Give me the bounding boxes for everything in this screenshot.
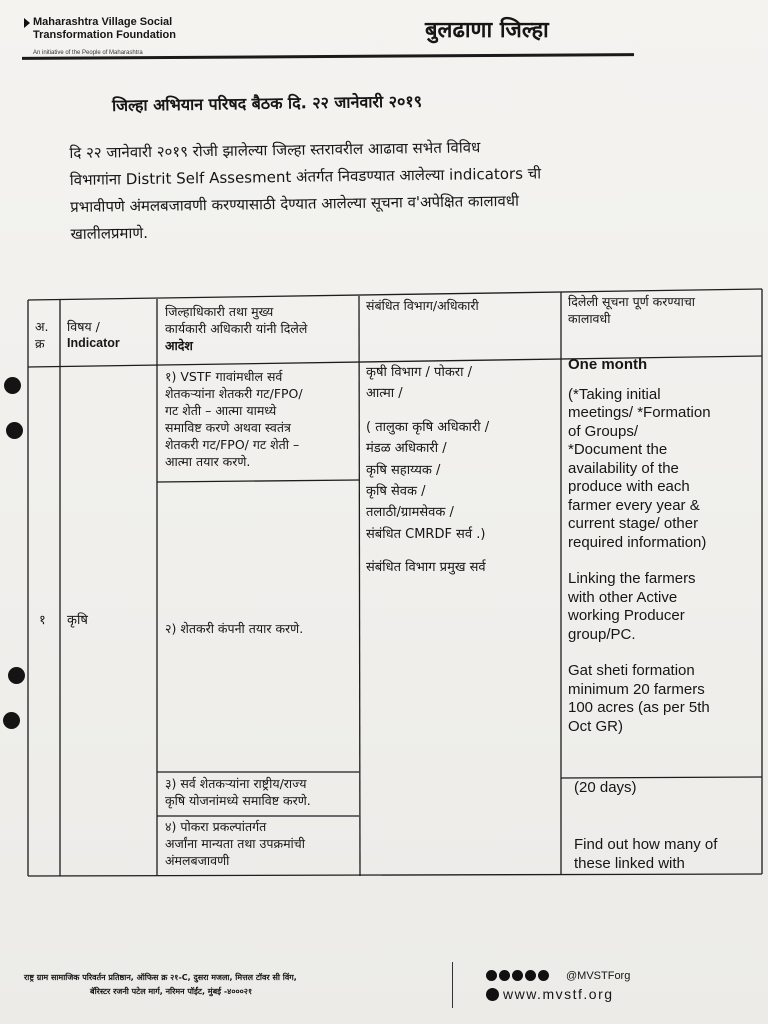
header-text: कार्यकारी अधिकारी यांनी दिलेले	[165, 321, 308, 336]
order-line: आत्मा तयार करणे.	[165, 454, 251, 469]
deadline-line: Oct GR)	[568, 717, 623, 735]
header-text: जिल्हाधिकारी तथा मुख्य	[165, 304, 274, 319]
order-line: ३) सर्व शेतकऱ्यांना राष्ट्रीय/राज्य	[165, 776, 307, 791]
order-line: समाविष्ट करणे अथवा स्वतंत्र	[165, 420, 291, 435]
row-serial-number: १	[39, 613, 46, 628]
document-title: जिल्हा अभियान परिषद बैठक दि. २२ जानेवारी २०१९	[111, 91, 423, 115]
department-line: कृषी विभाग / पोकरा /	[366, 365, 472, 380]
deadline-line: *Document the	[568, 441, 668, 458]
department-line: संबंधित विभाग प्रमुख सर्व	[366, 560, 486, 576]
deadline-line: Gat sheti formation	[568, 662, 695, 679]
youtube-icon[interactable]	[538, 970, 549, 981]
globe-icon	[486, 988, 499, 1001]
address-line: राष्ट्र ग्राम सामाजिक परिवर्तन प्रतिष्ठान, ऑफिस क्र २१-C, दुसरा मजला, मित्तल टॉवर सी विंग,	[24, 973, 297, 982]
deadline-line: required information)	[568, 533, 707, 551]
intro-line: दि २२ जानेवारी २०१९ रोजी झालेल्या जिल्हा स्तरावरील आढावा सभेत विविध	[69, 138, 481, 163]
order-item-3	[165, 775, 311, 809]
social-icons	[486, 970, 549, 981]
header-department: संबंधित विभाग/अधिकारी	[366, 298, 479, 313]
row-deadline	[568, 356, 711, 736]
header-text: कालावधी	[568, 311, 611, 326]
row-department	[366, 362, 489, 579]
deadline-line: group/PC.	[568, 625, 636, 643]
deadline-line: produce with each	[568, 478, 690, 495]
order-line: गट शेती – आत्मा यामध्ये	[165, 403, 277, 418]
header-text: दिलेली सूचना पूर्ण करण्याचा	[568, 294, 695, 309]
instagram-icon[interactable]	[512, 970, 523, 981]
footer-address	[24, 971, 297, 999]
header-text: आदेश	[165, 338, 193, 353]
deadline-line: of Groups/	[568, 422, 639, 440]
department-line: कृषि सहाय्यक /	[366, 462, 441, 478]
deadline-line	[568, 644, 711, 662]
order-line: शेतकऱ्यांना शेतकरी गट/FPO/	[165, 386, 303, 401]
deadline-line: availability of the	[568, 459, 679, 477]
department-line: संबंधित CMRDF सर्व .)	[366, 526, 486, 542]
org-tagline: An initiative of the People of Maharashtra	[33, 50, 143, 56]
intro-line: विभागांना Distrit Self Assesment अंतर्गत निवडण्यात आलेल्या indicators ची	[69, 164, 542, 190]
order-line: ४) पोकरा प्रकल्पांतर्गत	[165, 819, 267, 834]
deadline-line: One month	[568, 356, 648, 373]
deadline-line: (*Taking initial	[568, 385, 661, 403]
punch-hole	[6, 422, 23, 439]
deadline-line: 100 acres (as per 5th	[568, 699, 710, 716]
order-line: शेतकरी गट/FPO/ गट शेती –	[165, 437, 300, 452]
intro-line: खालीलप्रमाणे.	[70, 223, 149, 243]
org-name-line1: Maharashtra Village Social	[33, 16, 173, 28]
deadline-line: Linking the farmers	[568, 570, 696, 587]
linkedin-icon[interactable]	[525, 970, 536, 981]
deadline-line: current stage/ other	[568, 515, 699, 532]
order-item-2: २) शेतकरी कंपनी तयार करणे.	[165, 621, 304, 636]
header-deadline	[568, 293, 695, 327]
order-line: १) VSTF गावांमधील सर्व	[165, 369, 283, 384]
deadline-line: working Producer	[568, 607, 685, 624]
department-line: तलाठी/ग्रामसेवक /	[366, 505, 454, 521]
deadline-line: these linked with	[574, 854, 685, 872]
department-line: आत्मा /	[366, 386, 403, 402]
header-text: Indicator	[67, 336, 120, 350]
row-subject: कृषि	[67, 613, 88, 628]
deadline-line: Find out how many of	[574, 836, 718, 853]
foundation-logo-icon	[24, 18, 30, 28]
order-line: अर्जांना मान्यता तथा उपक्रमांची	[165, 836, 305, 851]
deadline-find-out	[574, 836, 717, 873]
order-line: अंमलबजावणी	[165, 853, 230, 868]
order-line: कृषि योजनांमध्ये समाविष्ट करणे.	[165, 793, 311, 808]
deadline-line: with other Active	[568, 588, 678, 606]
org-name-line2: Transformation Foundation	[33, 29, 176, 41]
deadline-line: farmer every year &	[568, 496, 700, 514]
punch-hole	[4, 377, 21, 394]
deadline-line: minimum 20 farmers	[568, 680, 705, 698]
deadline-line: meetings/ *Formation	[568, 404, 711, 421]
department-line	[366, 405, 489, 417]
intro-paragraph	[69, 131, 730, 248]
header-text: अ.	[35, 319, 49, 334]
order-item-4	[165, 818, 305, 869]
header-orders	[165, 303, 307, 354]
department-line: ( तालुका कृषि अधिकारी /	[366, 419, 490, 435]
header-subject	[67, 318, 120, 352]
social-handle[interactable]: @MVSTForg	[566, 970, 631, 982]
header-text: क्र	[35, 336, 45, 351]
department-line	[366, 545, 489, 557]
order-item-1	[165, 368, 303, 470]
facebook-icon[interactable]	[486, 970, 497, 981]
header-text: विषय /	[67, 319, 100, 334]
deadline-20-days: (20 days)	[574, 779, 637, 796]
twitter-icon[interactable]	[499, 970, 510, 981]
department-line: मंडळ अधिकारी /	[366, 441, 447, 457]
district-heading: बुलढाणा जिल्हा	[425, 18, 549, 43]
footer-divider	[452, 962, 453, 1008]
website-link[interactable]: www.mvstf.org	[503, 986, 614, 1002]
department-line: कृषि सेवक /	[366, 484, 426, 500]
header-serial-number	[35, 318, 49, 352]
address-line: बॅरिस्टर रजनी पटेल मार्ग, नरिमन पॉईंट, मुंबई -४०००२१	[90, 987, 253, 996]
deadline-line	[568, 552, 711, 570]
deadline-line	[568, 375, 711, 386]
intro-line: प्रभावीपणे अंमलबजावणी करण्यासाठी देण्यात आलेल्या सूचना व'अपेक्षित कालावधी	[70, 191, 520, 216]
punch-hole	[8, 667, 25, 684]
punch-hole	[3, 712, 20, 729]
